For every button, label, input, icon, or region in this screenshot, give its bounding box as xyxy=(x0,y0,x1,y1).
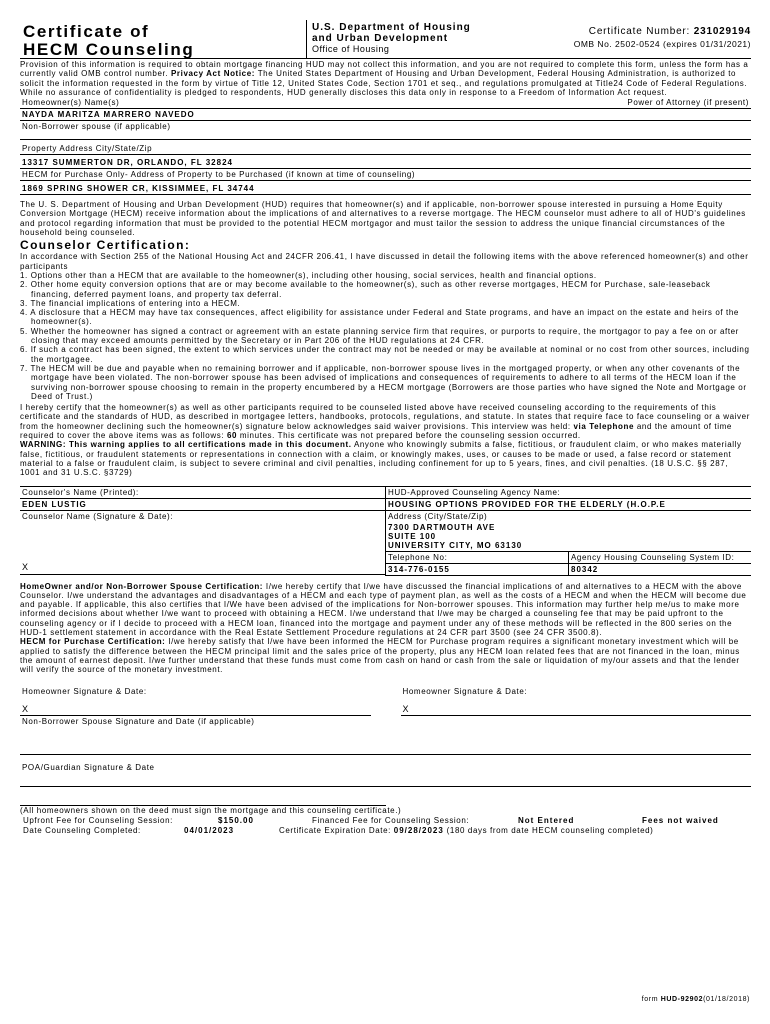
list-item: 1. Options other than a HECM that are available to the homeowner(s), including other housing, social services, health and financial options. xyxy=(20,270,597,280)
title-line-2: HECM Counseling xyxy=(23,40,195,59)
non-borrower-row xyxy=(20,121,751,140)
form-prefix: form xyxy=(641,996,659,1003)
purchase-address-label: HECM for Purchase Only- Address of Property to be Purchased (if known at time of counseling) xyxy=(22,170,416,180)
expiration-date-value: 09/28/2023 xyxy=(393,826,444,836)
title-line-1: Certificate of xyxy=(23,22,150,41)
form-date: (01/18/2018) xyxy=(703,996,750,1003)
deed-note: (All homeowners shown on the deed must sign the mortgage and this counseling certificate.) xyxy=(20,806,402,816)
expiration-date-label: Certificate Expiration Date: xyxy=(279,826,391,836)
homeowner-signature-label: Homeowner Signature & Date: xyxy=(402,687,528,697)
homeowner-signature-row xyxy=(20,686,751,716)
certify-text-c: minutes. This certificate was not prepared before the counseling session occurred. xyxy=(237,431,581,441)
phone-label: Telephone No: xyxy=(386,552,568,564)
property-address: 13317 SUMMERTON DR, ORLANDO, FL 32824 xyxy=(22,158,233,168)
counselor-certification-heading: Counselor Certification: xyxy=(20,238,191,253)
intro-paragraph: The U. S. Department of Housing and Urban Development (HUD) requires that homeowner(s) and if applicable, non-borrower spouse interested in pursuing a Home Equity Conversion Mortgage (HECM) receive information about the implications of and alternatives to a reverse mortgage. The HECM counselor must adhere to all of HUD's guidelines and protocol regarding information that must be provided to the potential HECM mortgagor and must tailor the session to address the unique financial circumstances of the household being counseled. xyxy=(20,200,746,238)
agency-address-line-3: UNIVERSITY CITY, MO 63130 xyxy=(388,540,523,550)
completed-date-value: 04/01/2023 xyxy=(184,826,235,836)
homeowner-name-row xyxy=(20,109,751,121)
homeowner-certification-paragraph xyxy=(20,582,751,675)
certify-text-b: and the amount of time required to cover the above items was as follows: xyxy=(20,421,732,441)
counselor-signature-line[interactable]: X xyxy=(20,563,385,575)
non-borrower-signature-line[interactable]: Non-Borrower Spouse Signature and Date (if applicable) xyxy=(20,716,751,755)
counselor-certification-lead: In accordance with Section 255 of the National Housing Act and 24CFR 206.41, I have discussed in detail the following items with the above referenced homeowner(s) and other participants xyxy=(20,252,749,271)
session-method: via Telephone xyxy=(573,421,635,431)
system-id-cell xyxy=(568,552,751,576)
counseling-items-list xyxy=(20,271,751,401)
property-address-row xyxy=(20,155,751,169)
agency-column xyxy=(385,487,751,576)
warning-text: Anyone who knowingly submits a false, fictitious, or fraudulent claim, or who makes materially false, fictitious, or fraudulent statements or representations in connection with a claim, or knowingly makes, uses, or causes to be made or used, a false record or statement material to a false or fraudulent claim, is subject to severe criminal and civil penalties, including confinement for up to 5 years, fines, and civil penalties. (18 U.S.C. §§ 287, 1001 and 31 U.S.C. §3729) xyxy=(20,440,742,478)
upfront-fee-label: Upfront Fee for Counseling Session: xyxy=(23,816,173,826)
list-item: 5. Whether the homeowner has signed a contract or agreement with an estate planning service firm that requires, or purports to require, the mortgagor to pay a fee on or after closing that may exceed amounts permitted by the Secretary or in Part 206 of the HUD regulations at 24 CFR. xyxy=(20,326,739,346)
phone-cell xyxy=(386,552,568,576)
certificate-title xyxy=(23,23,194,59)
warning-label: WARNING: This warning applies to all certifications made in this document. xyxy=(20,440,352,450)
homeowner-signature-line[interactable]: X xyxy=(20,697,371,716)
upfront-fee-value: $150.00 xyxy=(218,816,254,826)
financed-fee-value: Not Entered xyxy=(518,816,575,826)
list-item: 7. The HECM will be due and payable when no remaining borrower and if applicable, non-borrower spouse lives in the mortgaged property, or when any other covenants of the mortgage have been violated. The non-borrower spouse has been advised of implications and consequences of requirements to adhere to all terms of the HECM loan if the surviving non-borrower spouse choosing to remain in the property encumbered by a HECM mortgage (Borrowers are those parties who have signed the Note and Mortgage or Deed of Trust.) xyxy=(20,363,747,401)
provision-text-b: The United States Department of Housing and Urban Development, Federal Housing Administration, is authorized to solicit the information requested in the form by virtue of Title 12, United States Code, Section 1701 et seq., and regulations promulgated at Title24 Code of Federal Regulations. While no assurance of confidentiality is pledged to respondents, HUD generally discloses this data only in response to a Freedom of Information Act request. xyxy=(20,69,748,97)
homeowner-signature-2 xyxy=(371,686,752,716)
system-id-label: Agency Housing Counseling System ID: xyxy=(569,552,751,564)
purchase-certification-label: HECM for Purchase Certification: xyxy=(20,637,166,647)
agency-block xyxy=(312,22,471,55)
homeowner-certification-label: HomeOwner and/or Non-Borrower Spouse Certification: xyxy=(20,581,264,591)
property-label-row xyxy=(20,140,751,155)
provision-text-a: Provision of this information is required to obtain mortgage financing HUD may not collect this information, and you are not required to complete this form, unless the form has a currently valid OMB control number. xyxy=(20,60,749,79)
form-number-value: HUD-92902 xyxy=(660,996,704,1003)
homeowner-names-label: Homeowner(s) Name(s) xyxy=(22,98,120,108)
counselor-column xyxy=(20,487,385,576)
agency-name-label: HUD-Approved Counseling Agency Name: xyxy=(386,487,751,499)
system-id: 80342 xyxy=(569,564,751,576)
homeowner-certification-text: I/we hereby certify that I/we have discussed the financial implications of and alternatives to a HECM with the above Counselor. I/we understand the advantages and disadvantages of a HECM and each type of payment plan, as well as the costs of a HECM and when the HECM will become due and payable. If applicable, this also certifies that I/We have been advised of the implications for Non-borrower spouses. This information may further help me/us to make more informed decisions about whether I/we want to proceed with obtaining a HECM. I/we understand that I/we may be charged a counseling fee that may be paid upfront to the counseling agency or if I decide to proceed with a HECM loan, financed into the mortgage and payment under any of these methods will be reflected in the 800 series on the HUD-1 settlement statement in accordance with the Real Estate Settlement Procedure regulations at 24 CFR part 3500 (see 24 CFR 3500.8). xyxy=(20,581,747,637)
agency-address xyxy=(386,522,751,552)
certificate-number-block xyxy=(574,26,751,50)
omb-number: OMB No. 2502-0524 (expires 01/31/2021) xyxy=(573,39,751,49)
agency-contact-row xyxy=(386,552,751,576)
agency-address-label: Address (City/State/Zip) xyxy=(388,511,488,521)
date-row xyxy=(20,826,751,836)
list-item: 4. A disclosure that a HECM may have tax consequences, affect eligibility for assistance under Federal and State programs, and have an impact on the estate and heirs of the homeowner(s). xyxy=(20,308,739,327)
phone-number: 314-776-0155 xyxy=(386,564,568,576)
purchase-address: 1869 SPRING SHOWER CR, KISSIMMEE, FL 34744 xyxy=(22,184,255,194)
certificate-page xyxy=(20,20,751,836)
session-minutes: 60 xyxy=(226,431,238,441)
certificate-header xyxy=(20,20,751,59)
fee-row xyxy=(20,816,751,826)
list-item: 2. Other home equity conversion options that are or may become available to the homeowner(s), such as other reverse mortgages, HECM for Purchase, sale-leaseback financing, deferred payment loans, and property tax deferral. xyxy=(20,280,711,299)
homeowner-signature-1 xyxy=(20,686,371,716)
non-borrower-label: Non-Borrower spouse (if applicable) xyxy=(22,122,171,132)
counselor-signature-label: Counselor Name (Signature & Date): xyxy=(22,511,174,521)
homeowner-signature-line[interactable]: X xyxy=(401,697,752,716)
form-number xyxy=(642,996,750,1003)
counselor-certify-paragraph xyxy=(20,403,751,477)
counselor-name: EDEN LUSTIG xyxy=(20,499,385,511)
purchase-label-row xyxy=(20,169,751,181)
header-divider xyxy=(306,20,307,58)
homeowner-label-row xyxy=(20,97,751,109)
certificate-number-label: Certificate Number: xyxy=(588,26,691,37)
completed-date-label: Date Counseling Completed: xyxy=(23,826,141,836)
counselor-name-label: Counselor's Name (Printed): xyxy=(20,487,385,499)
purchase-certification-text: I/we hereby satisfy that I/we have been informed the HECM for Purchase program requires a significant monetary investment which will be applied to satisfy the difference between the HECM principal limit and the sales price of the property, plus any HECM loan related fees that are not financed in the loan, minus the amount of earnest deposit. I/we further understand that these funds must come from cash on hand or cash from the sale or liquidation of my/our assets and that the lender will verify the source of the monetary investment. xyxy=(20,637,740,675)
certificate-number: 231029194 xyxy=(693,26,751,37)
fees-waived-status: Fees not waived xyxy=(642,816,719,826)
agency-name: HOUSING OPTIONS PROVIDED FOR THE ELDERLY (H.O.P.E xyxy=(386,499,751,511)
agency-address-line-1: 7300 DARTMOUTH AVE xyxy=(388,522,496,532)
provision-paragraph xyxy=(20,60,751,97)
expiration-note: (180 days from date HECM counseling completed) xyxy=(446,826,654,836)
poa-label: Power of Attorney (if present) xyxy=(627,98,749,108)
privacy-act-label: Privacy Act Notice: xyxy=(170,69,256,79)
purchase-address-row xyxy=(20,181,751,195)
list-item: 3. The financial implications of entering into a HECM. xyxy=(20,298,241,308)
agency-line-3: Office of Housing xyxy=(312,44,390,54)
list-item: 6. If such a contract has been signed, the extent to which services under the contract may not be needed or may be available at nominal or no cost from other sources, including the mortgagee. xyxy=(20,345,750,364)
counselor-agency-grid xyxy=(20,486,751,576)
agency-line-2: and Urban Development xyxy=(312,33,449,44)
agency-line-1: U.S. Department of Housing xyxy=(312,22,471,33)
financed-fee-label: Financed Fee for Counseling Session: xyxy=(312,816,470,826)
expiration-group xyxy=(279,826,653,836)
homeowner-name: NAYDA MARITZA MARRERO NAVEDO xyxy=(22,110,195,120)
agency-address-line-2: SUITE 100 xyxy=(388,531,437,541)
homeowner-signature-label: Homeowner Signature & Date: xyxy=(22,687,147,697)
certify-text-a: I hereby certify that the homeowner(s) as well as other participants required to be counseled listed above have received counseling according to the requirements of this certificate and the standards of HUD, as described in mortgagee letters, handbooks, protocols, regulations, and statute. In states that require face to face counseling or a waiver from the homeowner declining such the homeowner(s) signature below acknowledges said waiver provisions. This interview was held: xyxy=(20,403,750,431)
property-address-label: Property Address City/State/Zip xyxy=(22,144,153,154)
poa-signature-line[interactable]: POA/Guardian Signature & Date xyxy=(20,755,751,787)
